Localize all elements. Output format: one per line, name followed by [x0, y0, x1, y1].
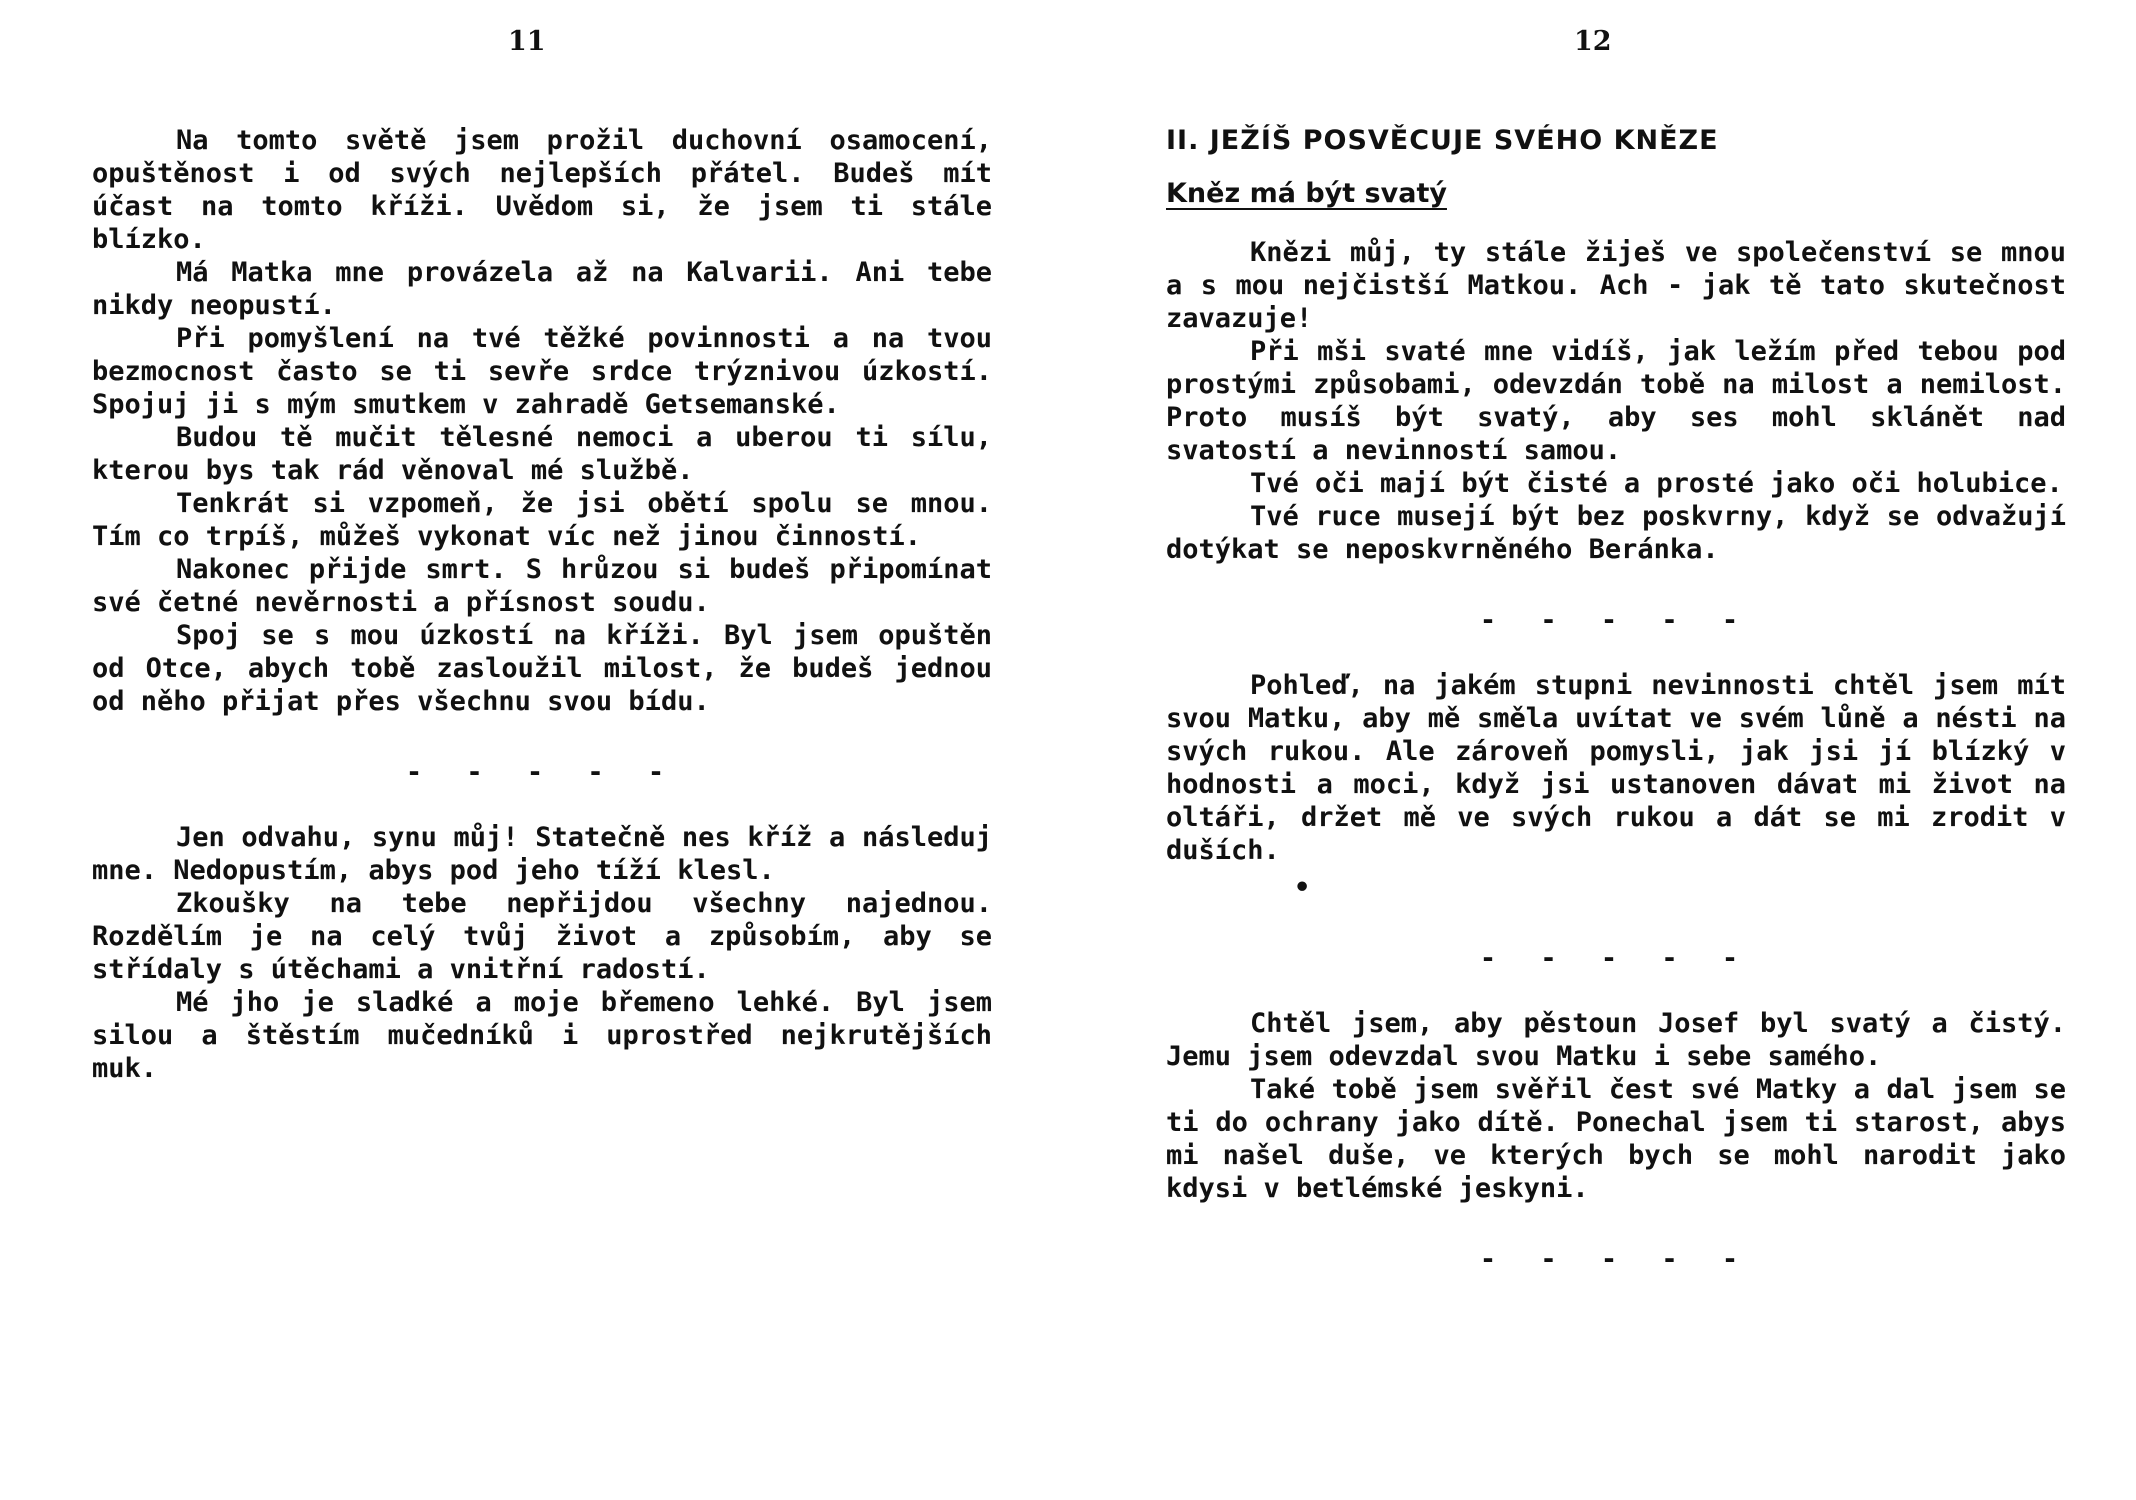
paragraph: Mé jho je sladké a moje břemeno lehké. Byl jsem silou a štěstím mučedníků i uprostřed nejkrutějších muk. — [92, 987, 992, 1084]
paragraph: Knězi můj, ty stále žiješ ve společenství se mnou a s mou nejčistší Matkou. Ach - jak tě tato skutečnost zavazuje! — [1166, 237, 2066, 334]
paragraph: Pohleď, na jakém stupni nevinnosti chtěl jsem mít svou Matku, aby mě směla uvítat ve svém lůně a nésti na svých rukou. Ale zároveň pomysli, jak jsi jí blízký v hodnosti a moci, když jsi ustanoven dávat mi život na oltáři, držet mě ve svých rukou a dát se mi zrodit v duších. — [1166, 670, 2066, 866]
paragraph: Chtěl jsem, aby pěstoun Josef byl svatý a čistý. Jemu jsem odevzdal svou Matku i sebe samého. — [1166, 1008, 2066, 1072]
paragraph: Při pomyšlení na tvé těžké povinnosti a na tvou bezmocnost často se ti sevře srdce trýznivou úzkostí. Spojuj ji s mým smutkem v zahradě Getsemanské. — [92, 323, 992, 420]
paragraph: Tenkrát si vzpomeň, že jsi obětí spolu se mnou. Tím co trpíš, můžeš vykonat víc než jinou činností. — [92, 488, 992, 552]
right-page-content — [1166, 124, 2066, 1308]
page-number-right: 12 — [1574, 26, 1612, 57]
paragraph: Spoj se s mou úzkostí na kříži. Byl jsem opuštěn od Otce, abych tobě zasloužil milost, že budeš jednou od něho přijat přes všechnu svou bídu. — [92, 620, 992, 717]
paragraph: Jen odvahu, synu můj! Statečně nes kříž a následuj mne. Nedopustím, abys pod jeho tíží klesl. — [92, 822, 992, 886]
bullet-mark: • — [1294, 872, 1311, 903]
left-page-content — [92, 124, 992, 1085]
section-separator: - - - - - — [1479, 943, 1753, 974]
section-title: Kněz má být svatý — [1166, 178, 1447, 209]
paragraph: Při mši svaté mne vidíš, jak ležím před tebou pod prostými způsobami, odevzdán tobě na milost a nemilost. Proto musíš být svatý, aby ses mohl sklánět nad svatostí a nevinností samou. — [1166, 336, 2066, 466]
paragraph: Tvé ruce musejí být bez poskvrny, když se odvažují dotýkat se neposkvrněného Beránka. — [1166, 501, 2066, 565]
chapter-title: II. JEŽÍŠ POSVĚCUJE SVÉHO KNĚZE — [1166, 125, 1719, 156]
paragraph: Má Matka mne provázela až na Kalvarii. Ani tebe nikdy neopustí. — [92, 257, 992, 321]
section-separator: - - - - - — [1479, 1244, 1753, 1275]
left-page — [92, 0, 992, 1500]
page-number-left: 11 — [508, 26, 546, 57]
paragraph: Budou tě mučit tělesné nemoci a uberou ti sílu, kterou bys tak rád věnoval mé službě. — [92, 422, 992, 486]
section-separator: - - - - - — [1479, 605, 1753, 636]
paragraph: Zkoušky na tebe nepřijdou všechny najednou. Rozdělím je na celý tvůj život a způsobím, aby se střídaly s útěchami a vnitřní radostí. — [92, 888, 992, 985]
paragraph: Nakonec přijde smrt. S hrůzou si budeš připomínat své četné nevěrnosti a přísnost soudu. — [92, 554, 992, 618]
paragraph: Také tobě jsem svěřil čest své Matky a dal jsem se ti do ochrany jako dítě. Ponechal jsem ti starost, abys mi našel duše, ve kterých bych se mohl narodit jako kdysi v betlémské jeskyni. — [1166, 1074, 2066, 1204]
paragraph: Tvé oči mají být čisté a prosté jako oči holubice. — [1250, 468, 2063, 499]
right-page — [1166, 0, 2066, 1500]
section-separator: - - - - - — [405, 757, 679, 788]
paragraph: Na tomto světě jsem prožil duchovní osamocení, opuštěnost i od svých nejlepších přátel. Budeš mít účast na tomto kříži. Uvědom si, že jsem ti stále blízko. — [92, 125, 992, 255]
